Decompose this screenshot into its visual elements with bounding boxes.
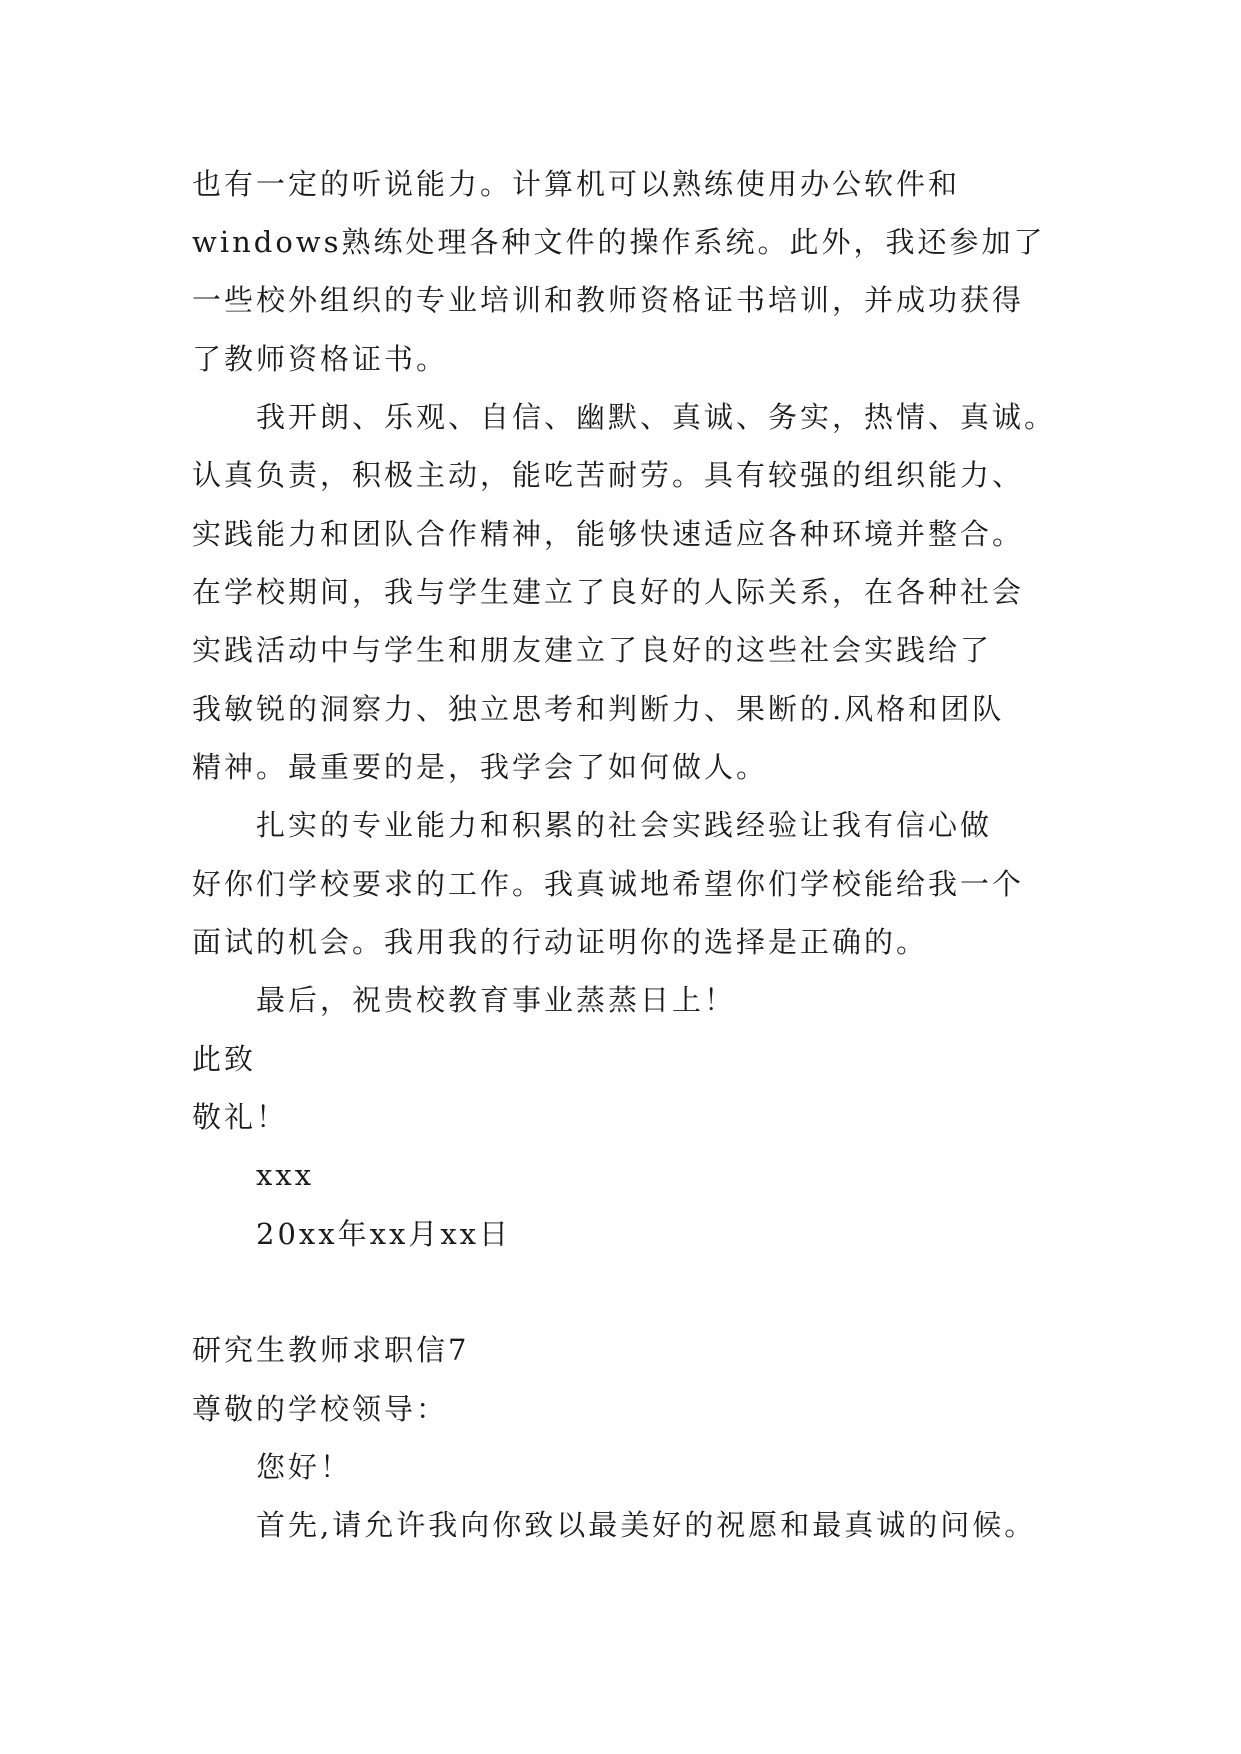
greeting-recipient: 尊敬的学校领导：	[192, 1392, 449, 1426]
text-line: 精神。最重要的是，我学会了如何做人。	[192, 750, 769, 784]
text-line: 也有一定的听说能力。计算机可以熟练使用办公软件和	[192, 167, 961, 201]
text-line: 面试的机会。我用我的行动证明你的选择是正确的。	[192, 925, 929, 959]
paragraph-first-line: 我开朗、乐观、自信、幽默、真诚、务实，热情、真诚。	[256, 400, 1057, 434]
text-line: 认真负责，积极主动，能吃苦耐劳。具有较强的组织能力、	[192, 458, 1025, 492]
text-line: 好你们学校要求的工作。我真诚地希望你们学校能给我一个	[192, 867, 1025, 901]
text-line: 实践活动中与学生和朋友建立了良好的这些社会实践给了	[192, 633, 993, 667]
paragraph-first-line: 扎实的专业能力和积累的社会实践经验让我有信心做	[256, 808, 993, 842]
paragraph-first-line: 首先,请允许我向你致以最美好的祝愿和最真诚的问候。	[256, 1508, 1037, 1542]
signature-date: 20xx年xx月xx日	[256, 1217, 512, 1251]
closing-wish: 最后，祝贵校教育事业蒸蒸日上！	[256, 983, 737, 1017]
greeting-hello: 您好！	[256, 1450, 353, 1484]
salutation-jing-li: 敬礼！	[192, 1100, 289, 1134]
text-line: 实践能力和团队合作精神，能够快速适应各种环境并整合。	[192, 517, 1025, 551]
salutation-ci-zhi: 此致	[192, 1042, 257, 1076]
text-line: windows熟练处理各种文件的操作系统。此外，我还参加了	[192, 225, 1046, 259]
text-line: 我敏锐的洞察力、独立思考和判断力、果断的.风格和团队	[192, 692, 1005, 726]
text-line: 在学校期间，我与学生建立了良好的人际关系，在各种社会	[192, 575, 1025, 609]
text-line: 了教师资格证书。	[192, 342, 449, 376]
section-title: 研究生教师求职信7	[192, 1333, 470, 1367]
signature-name: xxx	[256, 1158, 315, 1192]
text-line: 一些校外组织的专业培训和教师资格证书培训，并成功获得	[192, 283, 1025, 317]
